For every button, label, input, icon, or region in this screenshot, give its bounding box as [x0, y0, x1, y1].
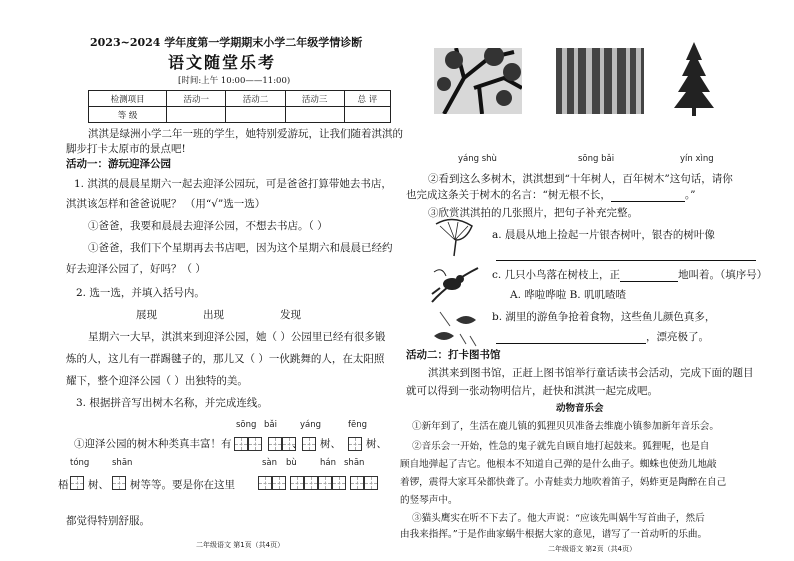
story-paragraph-2-line-2: 顾自地弹起了吉它。他根本不知道自己弹的是什么曲子。蜘蛛也使劲儿地敲: [400, 459, 717, 470]
writing-boxes-songbai[interactable]: [234, 433, 296, 452]
pinyin-song: sōng: [236, 420, 257, 430]
story-paragraph-1: ①新年到了，生活在鹿儿镇的狐狸贝贝准备去维鹿小镇参加新年音乐会。: [412, 421, 719, 432]
pinyin-san: sàn: [262, 458, 278, 468]
pinyin-yinxing: yín xìng: [680, 154, 714, 164]
q2-paragraph-line-2: 炼的人，这儿有一群踢毽子的，那儿又（ ）一伙跳舞的人，在太阳照: [66, 353, 385, 365]
pinyin-shan: shān: [112, 458, 133, 468]
pinyin-bu: bù: [286, 458, 297, 468]
writing-box-tong[interactable]: [70, 472, 84, 491]
grade-cell[interactable]: [226, 107, 285, 123]
exam-subtitle: 语文随堂乐考: [168, 53, 277, 72]
score-table: [88, 90, 391, 123]
table-cell: 等 级: [89, 107, 167, 123]
story-title: 动物音乐会: [556, 403, 604, 414]
q1-line-2: 淇淇该怎样和爸爸说呢？ （用“√”选一选）: [66, 198, 266, 210]
q1-option-1: ①爸爸，我要和晨晨去迎泽公园，不想去书店。（ ）: [88, 220, 328, 232]
story-paragraph-2-line-4: 的竖琴声中。: [400, 495, 458, 506]
table-cell: 检测项目: [89, 91, 167, 107]
writing-box-feng[interactable]: [348, 433, 362, 452]
q-3c-text: c. 几只小鸟落在树枝上，正 地叫着。（填序号）: [492, 269, 768, 281]
q1-option-2-line-1: ①爸爸，我们下个星期再去书店吧，因为这个星期六和晨晨已经约: [88, 242, 393, 254]
intro-line-2: 脚步打卡太原市的景点吧!: [66, 143, 186, 155]
activity-2-intro-1: 淇淇来到图书馆，正赶上图书馆举行童话读书会活动，完成下面的题目: [428, 367, 754, 379]
q3-line-1-text: ①迎泽公园的树木种类真丰富！有: [74, 438, 232, 450]
pinyin-tong: tóng: [70, 458, 90, 468]
q-2-line-1: ②看到这么多树木，淇淇想到“十年树人，百年树木”这句话，请你: [428, 173, 733, 185]
table-cell: 活动一: [167, 91, 226, 107]
table-cell: 活动二: [226, 91, 285, 107]
exam-time: [时间:上午 10:00——11:00): [178, 76, 291, 86]
exam-title-line: 2023~2024 学年度第一学期期末小学二年级学情诊断: [90, 36, 363, 49]
writing-box-yang[interactable]: [302, 433, 316, 452]
q2-paragraph-line-3: 耀下，整个迎泽公园（ ）出独特的美。: [66, 375, 248, 387]
activity-2-intro-2: 就可以得到一张动物明信片，赶快和淇淇一起完成吧。: [406, 385, 658, 397]
writing-boxes-hanshan[interactable]: [318, 472, 378, 491]
q-3a-text: a. 晨晨从地上捡起一片银杏树叶，银杏的树叶像: [492, 229, 715, 241]
q3-shu-1: 树、: [320, 438, 341, 450]
answer-blank-3c[interactable]: [620, 269, 678, 282]
writing-boxes-sanbu[interactable]: [258, 472, 318, 491]
intro-line-1: 淇淇是绿洲小学二年一班的学生，她特别爱游玩，让我们随着淇淇的: [88, 128, 403, 140]
pinyin-bai: bǎi: [264, 420, 277, 430]
q3-wu: 梧: [58, 479, 69, 491]
pinyin-yang: yáng: [300, 420, 322, 430]
writing-box-shan[interactable]: [112, 472, 126, 491]
q-3c-options: A. 哗啦哗啦 B. 叽叽喳喳: [510, 289, 626, 301]
q-2-line-2: 也完成这条关于树木的名言：“树无根不长， 。”: [406, 189, 696, 201]
q1-option-2-line-2: 好去迎泽公园了，好吗？（ ）: [66, 263, 206, 275]
story-paragraph-3-line-1: ③猫头鹰实在听不下去了。他大声说：“应该先叫娲牛写首曲子，然后: [412, 513, 705, 524]
q3-heading: 3. 根据拼音写出树木名称，并完成连线。: [76, 397, 268, 409]
q3-shu-2: 树、: [366, 438, 387, 450]
birds-on-branch-image: [430, 262, 480, 306]
table-cell: 总 评: [344, 91, 390, 107]
answer-blank-3b[interactable]: [496, 331, 646, 344]
poplar-tree-photo: [434, 48, 522, 114]
grade-cell[interactable]: [344, 107, 390, 123]
table-row: [89, 91, 391, 107]
table-row: [89, 107, 391, 123]
story-paragraph-3-line-2: 由我来指挥。”于是作曲家蜗牛根据大家的意见，谱写了一首动听的乐曲。: [400, 529, 708, 540]
fish-in-lake-image: [430, 306, 480, 348]
q2-word-2: 出现: [203, 309, 224, 321]
q2-word-3: 发现: [280, 309, 301, 321]
grade-cell[interactable]: [285, 107, 344, 123]
activity-1-heading: 活动一：游玩迎泽公园: [66, 158, 171, 170]
q2-heading: 2. 选一选，并填入括号内。: [76, 287, 205, 299]
q-3-heading: ③欣赏淇淇拍的几张照片，把句子补充完整。: [428, 207, 638, 219]
pinyin-yangshu: yáng shù: [458, 154, 497, 164]
ginkgo-leaf-image: [428, 218, 478, 258]
q3-shu-3: 树、: [88, 479, 109, 491]
page-footer-left: 二年级语文 第1页（共4页）: [196, 541, 285, 549]
q3-line-2-text: 树等等。要是你在这里: [130, 479, 235, 491]
pine-tree-photo: [672, 42, 716, 116]
birch-forest-photo: [556, 48, 644, 114]
separator: 、: [292, 438, 303, 450]
answer-blank-proverb[interactable]: [611, 189, 685, 202]
pinyin-han: hán: [320, 458, 336, 468]
pinyin-feng: fēng: [348, 420, 368, 430]
pinyin-shan-2: shān: [344, 458, 365, 468]
pinyin-songbai: sōng bǎi: [578, 154, 615, 164]
q3-line-3: 都觉得特别舒服。: [66, 515, 150, 527]
q1-line-1: 1. 淇淇的晨晨星期六一起去迎泽公园玩，可是爸爸打算带她去书店，: [74, 178, 392, 190]
q2-word-1: 展现: [136, 309, 157, 321]
story-paragraph-2-line-1: ②音乐会一开始，性急的鬼子就先自顾自地打起鼓来。狐狸呢，也是自: [412, 441, 710, 452]
table-cell: 活动三: [285, 91, 344, 107]
q-3b-text: b. 湖里的游鱼争抢着食物，这些鱼儿颜色真多，: [492, 311, 716, 323]
grade-cell[interactable]: [167, 107, 226, 123]
story-paragraph-2-line-3: 着锣，震得大家耳朵都快聋了。小青蛙卖力地吹着笛子，妈蚱更是陶醉在自己: [400, 477, 727, 488]
activity-2-heading: 活动二：打卡图书馆: [406, 349, 501, 361]
q-3b-line-2: ，漂亮极了。: [496, 330, 709, 344]
page-footer-right: 二年级语文 第2页（共4页）: [548, 545, 637, 553]
q2-paragraph-line-1: 星期六一大早，淇淇来到迎泽公园，她（ ）公园里已经有很多锻: [88, 331, 386, 343]
answer-blank-3a[interactable]: [496, 250, 756, 261]
